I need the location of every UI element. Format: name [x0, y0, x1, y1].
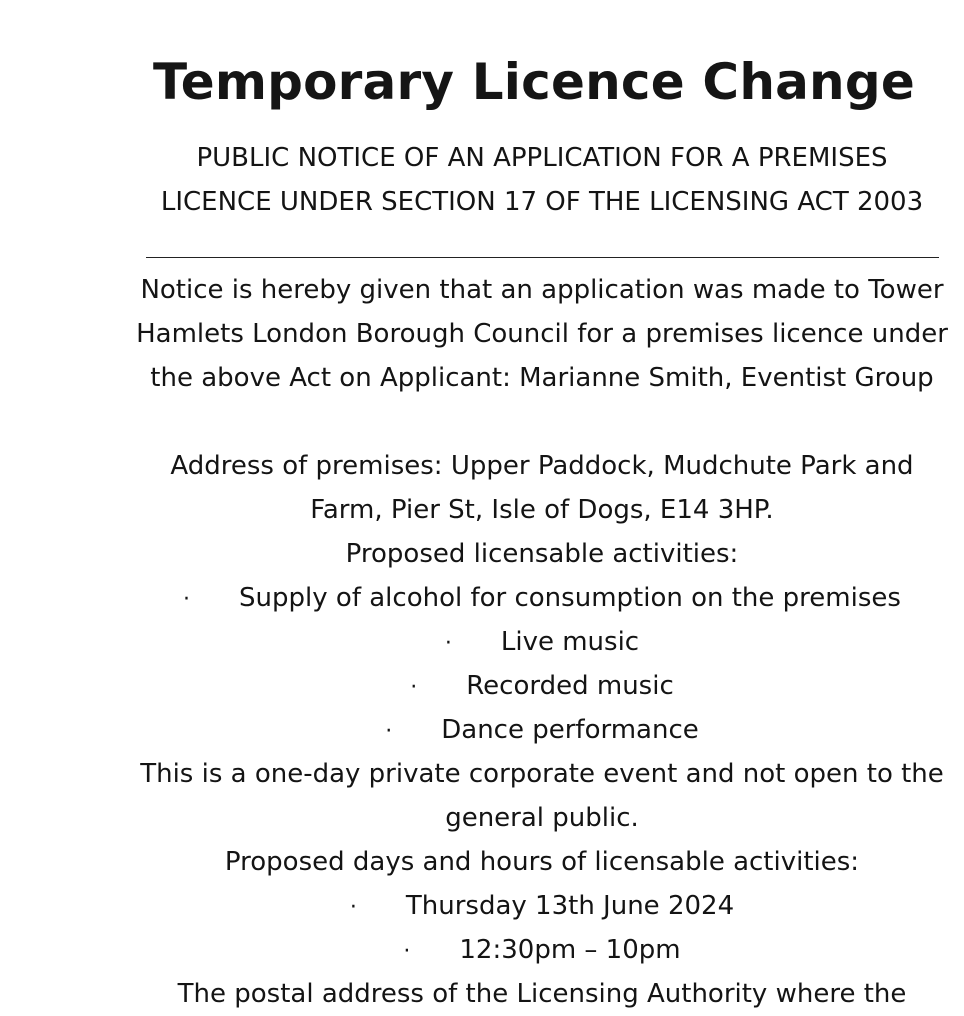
activity-item-recorded-music: [0, 664, 964, 708]
address-line-1: Address of premises: Upper Paddock, Mudchute Park and: [170, 451, 914, 481]
activities-heading: Proposed licensable activities:: [345, 539, 739, 569]
intro-line-1: Notice is hereby given that an application was made to Tower: [140, 275, 944, 305]
postal-address-intro: The postal address of the Licensing Authority where the: [177, 979, 907, 1009]
schedule-item-label: Thursday 13th June 2024: [405, 891, 735, 921]
address-line-2: Farm, Pier St, Isle of Dogs, E14 3HP.: [310, 495, 774, 525]
schedule-heading: Proposed days and hours of licensable activities:: [224, 847, 860, 877]
schedule-item-hours: [0, 928, 964, 972]
divider-rule: [146, 257, 939, 258]
schedule-item-date: [0, 884, 964, 928]
notice-heading-line-1: PUBLIC NOTICE OF AN APPLICATION FOR A PREMISES: [196, 143, 888, 173]
activity-item-dance: [0, 708, 964, 752]
bullet-icon: ·: [385, 719, 393, 744]
activity-item-label: Live music: [500, 627, 640, 657]
bullet-icon: ·: [183, 587, 191, 612]
intro-line-2: Hamlets London Borough Council for a premises licence under: [136, 319, 948, 349]
bullet-icon: ·: [403, 939, 411, 964]
event-note-line-2: general public.: [445, 803, 639, 833]
intro-line-3: the above Act on Applicant: Marianne Smith, Eventist Group: [150, 363, 934, 393]
activity-item-label: Dance performance: [441, 715, 699, 745]
schedule-item-label: 12:30pm – 10pm: [459, 935, 681, 965]
activity-item-label: Supply of alcohol for consumption on the premises: [239, 583, 901, 613]
activity-item-alcohol: [0, 576, 964, 620]
bullet-icon: ·: [444, 631, 452, 656]
activity-item-label: Recorded music: [466, 671, 674, 701]
notice-heading-line-2: LICENCE UNDER SECTION 17 OF THE LICENSING ACT 2003: [160, 187, 924, 217]
activity-item-live-music: [0, 620, 964, 664]
event-note-line-1: This is a one-day private corporate event and not open to the: [140, 759, 944, 789]
bullet-icon: ·: [349, 895, 357, 920]
page-title: Temporary Licence Change: [153, 53, 915, 111]
bullet-icon: ·: [410, 675, 418, 700]
